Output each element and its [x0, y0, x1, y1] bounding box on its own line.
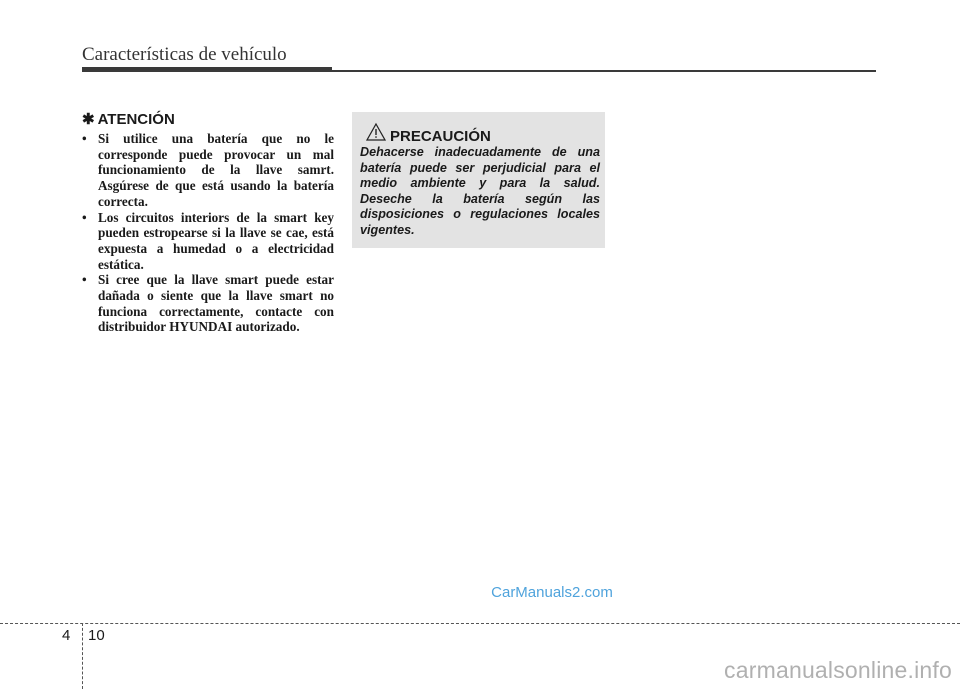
list-item: [82, 131, 334, 210]
list-item-text: Los circuitos interiors de la smart key pueden estropearse si la llave se cae, está expuesta a humedad o a electricidad estática.: [98, 209, 334, 272]
list-item-text: Si utilice una batería que no le corresponde puede provocar un mal funcionamiento de la llave samrt. Asgúrese de que está usando la batería correcta.: [98, 131, 334, 209]
header-rule-thin: [332, 70, 876, 72]
brand-watermark[interactable]: CarManuals2.com: [491, 584, 613, 601]
footer-divider: [82, 623, 83, 689]
caution-body: Dehacerse inadecuadamente de una batería puede ser perjudicial para el medio ambiente y para la salud. Deseche la batería según las disposiciones o regulaciones locales vigentes.: [360, 145, 600, 237]
attention-heading-text: ATENCIÓN: [97, 110, 175, 128]
asterisk-icon: ✱: [82, 111, 95, 128]
caution-header: [366, 122, 491, 145]
caution-title: PRECAUCIÓN: [390, 127, 491, 145]
header-rule-thick: [82, 67, 332, 72]
site-watermark[interactable]: carmanualsonline.info: [724, 657, 952, 683]
bullet-icon: •: [82, 209, 87, 225]
warning-triangle-icon: [366, 122, 386, 142]
list-item: [82, 210, 334, 273]
list-item-text: Si cree que la llave smart puede estar dañada o siente que la llave smart no funciona correctamente, contacte con distribuidor HYUNDAI autorizado.: [98, 272, 334, 335]
list-item: [82, 272, 334, 335]
attention-list: [82, 131, 334, 335]
bullet-icon: •: [82, 131, 87, 146]
page-title: Características de vehículo: [82, 44, 287, 65]
attention-section: [82, 110, 334, 335]
attention-heading: [82, 110, 334, 128]
bullet-icon: •: [82, 272, 87, 288]
page-number: 10: [88, 627, 105, 644]
caution-box: [352, 112, 605, 248]
chapter-number: 4: [62, 627, 71, 644]
footer-rule: [0, 623, 960, 624]
